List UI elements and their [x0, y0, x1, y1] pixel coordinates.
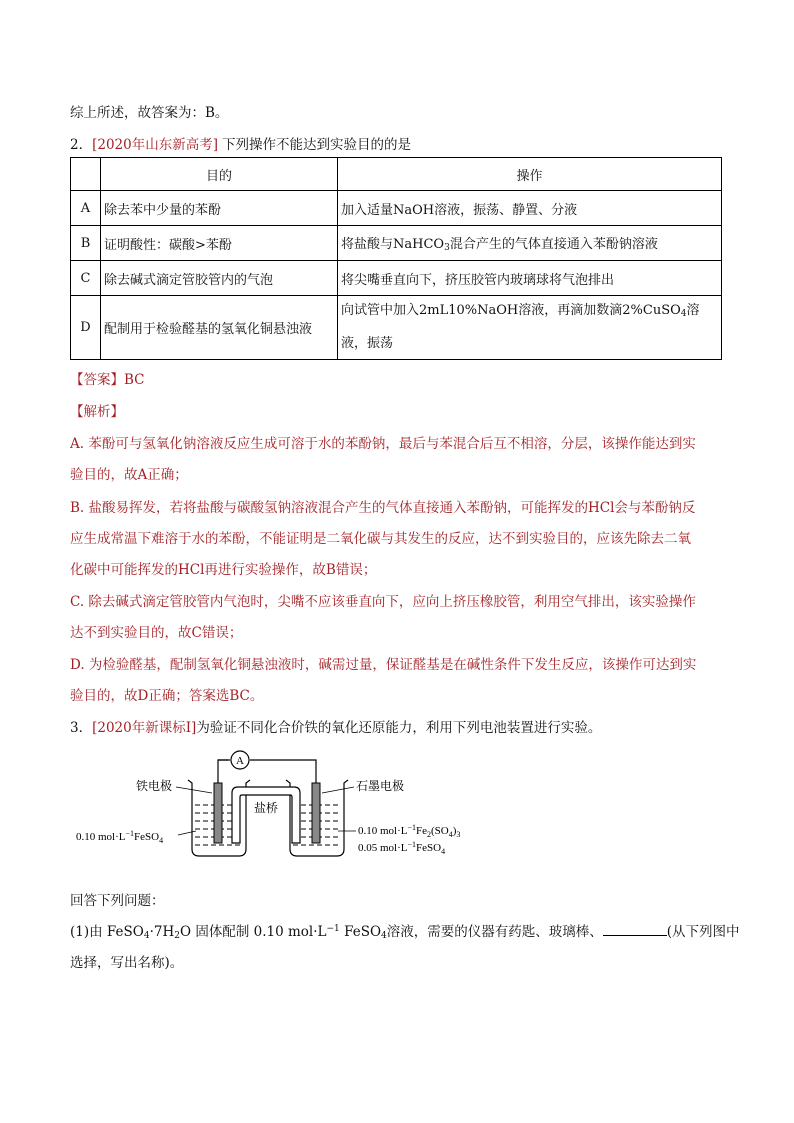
subscript: 4 [441, 847, 446, 856]
graphite-electrode-label: 石墨电极 [356, 779, 405, 793]
option-letter: D [71, 296, 101, 360]
salt-bridge-label: 盐桥 [254, 801, 279, 815]
text-part: FeSO [339, 924, 382, 940]
label-part: Fe [416, 825, 428, 837]
label-part: 0.10 mol·L [358, 825, 408, 837]
label-part: ) [452, 825, 457, 837]
analysis-line: D. 为检验醛基，配制氢氧化铜悬浊液时，碱需过量，保证醛基是在碱性条件下发生反应，该操作可达到实 [70, 657, 697, 673]
q3-heading [70, 716, 601, 736]
header-operation: 操作 [338, 158, 722, 191]
table-row [71, 296, 722, 360]
ammeter-label: A [236, 755, 244, 767]
iron-electrode [214, 783, 222, 843]
q2-source: [2020年山东新高考] [92, 137, 218, 153]
text-part: O 固体配制 0.10 mol·L [179, 924, 327, 940]
top-conclusion: 综上所述，故答案为：B。 [70, 105, 229, 121]
header-blank [71, 158, 101, 191]
right-solution-label-1 [358, 823, 460, 839]
operation-text: 混合产生的气体直接通入苯酚钠溶液 [449, 237, 658, 252]
q3-stem: 为验证不同化合价铁的氧化还原能力，利用下列电池装置进行实验。 [196, 720, 602, 736]
analysis-line: A. 苯酚可与氢氧化钠溶液反应生成可溶于水的苯酚钠，最后与苯混合后互不相溶，分层，该操作能达到实 [70, 436, 696, 452]
subscript: 3 [444, 243, 450, 253]
text-part: (从下列图中 [666, 924, 740, 940]
table-header-row [71, 158, 722, 191]
q3-sub1-line2: 选择，写出名称)。 [70, 955, 184, 971]
analysis-line: 达不到实验目的，故C错误； [70, 625, 243, 641]
label-part: (SO [431, 825, 449, 837]
galvanic-cell-figure [0, 745, 794, 875]
q3-source: [2020年新课标Ⅰ] [92, 720, 197, 736]
q3-prompt: 回答下列问题： [70, 893, 165, 909]
analysis-line: 应生成常温下难溶于水的苯酚，不能证明是二氧化碳与其发生的反应，达不到实验目的，应该先除去二氧 [70, 531, 691, 547]
subscript: 2 [427, 830, 432, 839]
text-part: 溶液，需要的仪器有药匙、玻璃棒、 [386, 924, 603, 940]
subscript: 4 [143, 931, 150, 941]
left-solution-label [76, 829, 163, 845]
subscript: 2 [174, 931, 180, 941]
q2-heading [70, 133, 411, 153]
label-part: FeSO [416, 842, 442, 854]
subscript: 4 [159, 836, 164, 845]
option-letter: C [71, 261, 101, 296]
analysis-line: B. 盐酸易挥发，若将盐酸与碳酸氢钠溶液混合产生的气体直接通入苯酚钠，可能挥发的HCl会与苯酚钠反 [70, 500, 696, 516]
superscript: −1 [125, 829, 135, 838]
analysis-line: 验目的，故A正确； [70, 467, 188, 483]
option-operation: 加入适量NaOH溶液，振荡、静置、分液 [338, 191, 722, 226]
superscript: −1 [326, 924, 340, 934]
label-part: FeSO [134, 831, 160, 843]
subscript: 4 [381, 931, 387, 941]
table-row [71, 191, 722, 226]
operation-text: 溶液，振荡 [341, 303, 700, 351]
q2-analysis-label: 【解析】 [70, 404, 124, 420]
option-operation: 将尖嘴垂直向下，挤压胶管内玻璃球将气泡排出 [338, 261, 722, 296]
q3-number: 3． [70, 720, 93, 736]
option-goal: 除去苯中少量的苯酚 [101, 191, 338, 226]
table-row [71, 261, 722, 296]
option-operation [338, 226, 722, 261]
label-part: 0.10 mol·L [76, 831, 126, 843]
subscript: 4 [680, 309, 687, 319]
iron-electrode-label: 铁电极 [136, 779, 173, 793]
operation-text: 向试管中加入2mL10%NaOH溶液，再滴加数滴2%CuSO [341, 303, 681, 318]
subscript: 3 [456, 830, 461, 839]
q2-stem: 下列操作不能达到实验目的的是 [221, 137, 411, 153]
superscript: −1 [407, 840, 417, 849]
option-goal: 除去碱式滴定管胶管内的气泡 [101, 261, 338, 296]
answer-label: 【答案】 [70, 372, 124, 388]
label-part: 0.05 mol·L [358, 842, 408, 854]
analysis-line: C. 除去碱式滴定管胶管内气泡时，尖嘴不应该垂直向下，应向上挤压橡胶管，利用空气排出，该实验操作 [70, 594, 696, 610]
q2-number: 2． [70, 137, 93, 153]
option-operation [338, 296, 722, 360]
option-letter: B [71, 226, 101, 261]
superscript: −1 [407, 823, 417, 832]
table-row [71, 226, 722, 261]
subscript: 4 [448, 830, 453, 839]
q3-sub1-line1 [70, 920, 740, 941]
text-part: (1)由 FeSO [70, 924, 144, 940]
answer-value: BC [124, 372, 145, 388]
answer-blank[interactable] [603, 923, 667, 936]
graphite-electrode [312, 783, 320, 843]
operation-text: 将盐酸与NaHCO [341, 237, 445, 252]
right-solution-label-2 [358, 840, 445, 856]
option-goal: 证明酸性：碳酸>苯酚 [101, 226, 338, 261]
header-goal: 目的 [101, 158, 338, 191]
q2-options-table [70, 157, 722, 360]
text-part: ·7H [149, 924, 175, 940]
q2-answer [70, 368, 145, 388]
analysis-line: 验目的，故D正确；答案选BC。 [70, 688, 264, 704]
option-goal: 配制用于检验醛基的氢氧化铜悬浊液 [101, 296, 338, 360]
option-letter: A [71, 191, 101, 226]
analysis-line: 化碳中可能挥发的HCl再进行实验操作，故B错误； [70, 562, 377, 578]
